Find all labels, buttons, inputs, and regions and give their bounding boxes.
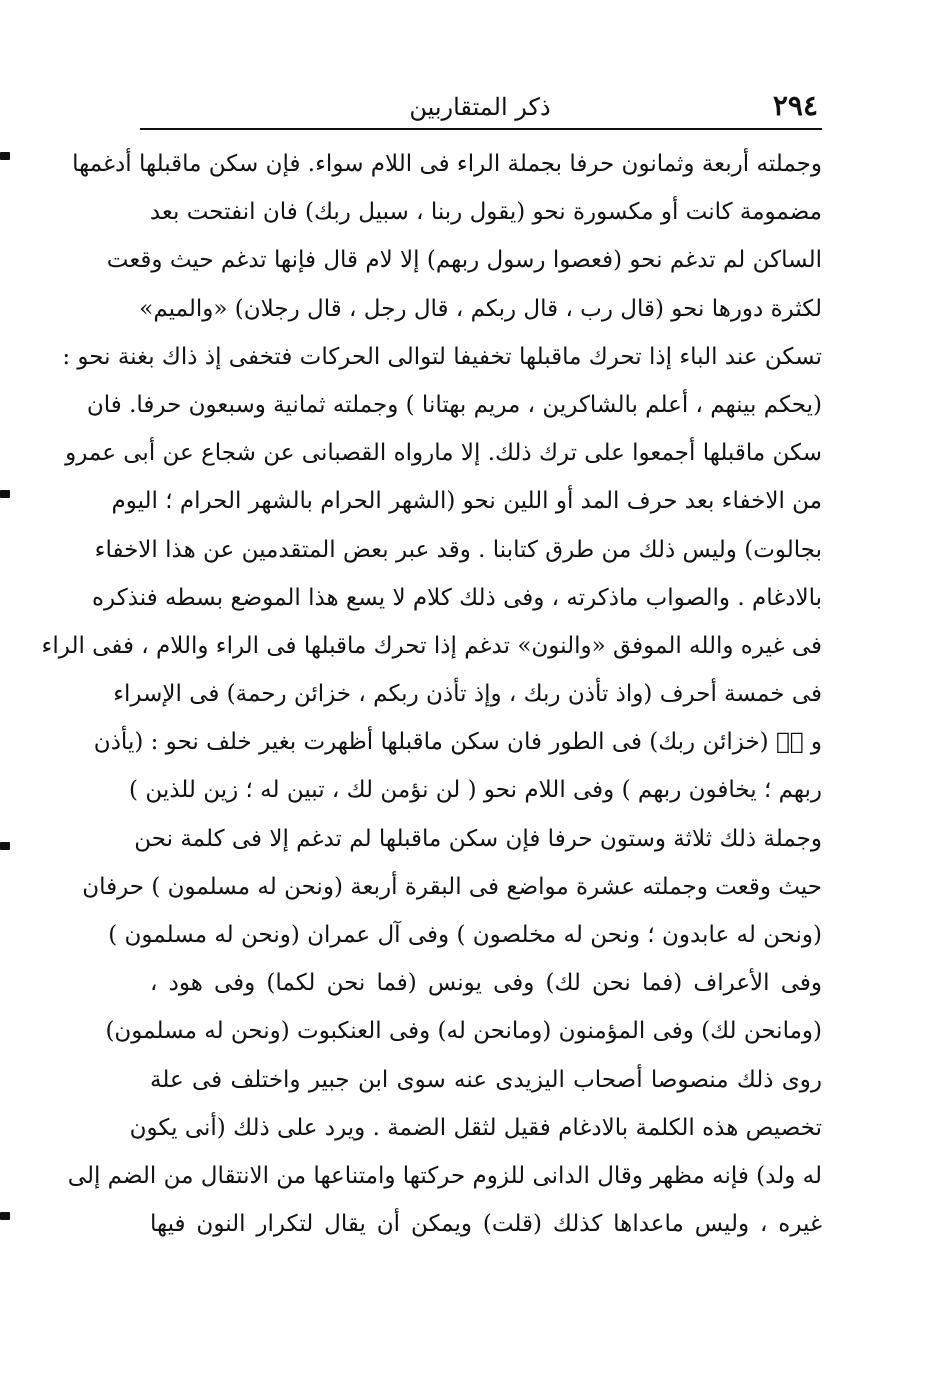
text-line: و صۤ (خزائن ربك) فى الطور فان سكن ماقبلها أظهرت بغير خلف نحو : (يأذن [93, 729, 822, 756]
text-line: تخصيص هذه الكلمة بالادغام فقيل لثقل الضمة . ويرد على ذلك (أنى يكون [129, 1114, 822, 1141]
scan-edge-mark [0, 1212, 10, 1220]
text-line: فى خمسة أحرف (واذ تأذن ربك ، وإذ تأذن ربكم ، خزائن رحمة) فى الإسراء [113, 681, 822, 708]
body-text [41, 140, 822, 1248]
page-header [140, 86, 820, 126]
running-title: ذكر المتقاربين [409, 93, 551, 121]
text-line: بجالوت) وليس ذلك من طرق كتابنا . وقد عبر بعض المتقدمين عن هذا الاخفاء [94, 536, 822, 563]
text-line: ربهم ؛ يخافون ربهم ) وفى اللام نحو ( لن نؤمن لك ، تبين له ؛ زين للذين ) [129, 777, 822, 804]
text-line: (يحكم بينهم ، أعلم بالشاكرين ، مريم بهتانا ) وجملته ثمانية وسبعون حرفا. فان [86, 391, 822, 418]
text-line: مضمومة كانت أو مكسورة نحو (يقول ربنا ، سبيل ربك) فان انفتحت بعد [149, 199, 822, 226]
text-line: الساكن لم تدغم نحو (فعصوا رسول ربهم) إلا لام قال فإنها تدغم حيث وقعت [106, 247, 822, 274]
text-line: فى غيره والله الموفق «والنون» تدغم إذا تحرك ماقبلها فى الراء واللام ، ففى الراء [41, 632, 822, 659]
scan-edge-mark [0, 152, 10, 160]
text-line: من الاخفاء بعد حرف المد أو اللين نحو (الشهر الحرام بالشهر الحرام ؛ اليوم [111, 488, 822, 515]
text-line: لكثرة دورها نحو (قال رب ، قال ربكم ، قال رجل ، قال رجلان) «والميم» [139, 295, 822, 322]
text-line: سكن ماقبلها أجمعوا على ترك ذلك. إلا مارواه القصبانى عن شجاع عن أبى عمرو [65, 440, 822, 467]
page-number: ٢٩٤ [772, 89, 818, 122]
text-line: بالادغام . والصواب ماذكرته ، وفى ذلك كلام لا يسع هذا الموضع بسطه فنذكره [92, 584, 822, 611]
text-line: (ونحن له عابدون ؛ ونحن له مخلصون ) وفى آل عمران (ونحن له مسلمون ) [108, 922, 822, 948]
text-line: غيره ، وليس ماعداها كذلك (قلت) ويمكن أن يقال لتكرار النون فيها [150, 1211, 822, 1238]
header-rule [140, 128, 822, 130]
text-line: له ولد) فإنه مظهر وقال الدانى للزوم حركتها وامتناعها من الانتقال من الضم إلى [67, 1162, 822, 1189]
text-line: (ومانحن لك) وفى المؤمنون (ومانحن له) وفى العنكبوت (ونحن له مسلمون) [105, 1018, 822, 1045]
scan-edge-mark [0, 490, 10, 498]
text-line: وفى الأعراف (فما نحن لك) وفى يونس (فما نحن لكما) وفى هود ، [150, 970, 822, 997]
scan-edge-mark [0, 842, 10, 850]
text-line: تسكن عند الباء إذا تحرك ماقبلها تخفيفا لتوالى الحركات فتخفى إذ ذاك بغنة نحو : [62, 343, 822, 370]
text-line: حيث وقعت وجملته عشرة مواضع فى البقرة أربعة (ونحن له مسلمون ) حرفان [82, 873, 822, 900]
text-line: وجملة ذلك ثلاثة وستون حرفا فإن سكن ماقبلها لم تدغم إلا فى كلمة نحن [134, 825, 822, 852]
text-line: وجملته أربعة وثمانون حرفا بجملة الراء فى اللام سواء. فإن سكن ماقبلها أدغمها [72, 151, 822, 177]
text-line: روى ذلك منصوصا أصحاب اليزيدى عنه سوى ابن جبير واختلف فى علة [150, 1066, 822, 1093]
